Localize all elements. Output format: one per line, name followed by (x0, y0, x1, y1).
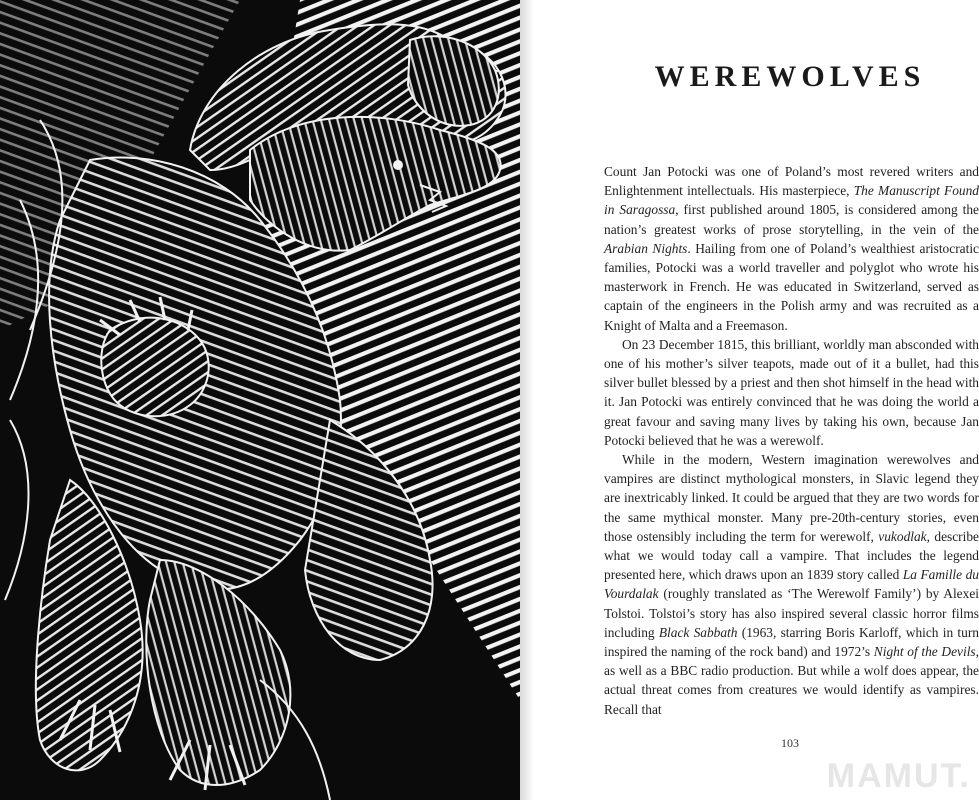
paragraph (604, 162, 979, 335)
italic-text: vukodlak (878, 528, 927, 544)
italic-text: The Manuscript Found in Saragossa (604, 183, 979, 218)
paragraph (604, 335, 979, 450)
text-run: (roughly translated as ‘The Werewolf Family’) by Alexei Tolstoi. Tolstoi’s story has also inspired several classic horror films including (604, 586, 979, 640)
text-run: While in the modern, Western imagination werewolves and vampires are distinct mythological monsters, in Slavic legend they are inextricably linked. It could be argued that they are two words for the same mythical monster. Many pre-20th-century stories, even those ostensibly including the term for werewolf, (604, 452, 979, 544)
text-page (540, 0, 979, 800)
text-run: Count Jan Potocki was one of Poland’s most revered writers and Enlightenment intellectuals. His masterpiece, (604, 164, 979, 199)
italic-text: Black Sabbath (658, 624, 738, 640)
paragraph (604, 450, 979, 719)
text-run: , first published around 1805, is considered among the nation’s greatest works of prose storytelling, in the vein of the (604, 202, 979, 237)
watermark: MAMUT. (826, 757, 971, 795)
chapter-title: WEREWOLVES (654, 60, 926, 93)
text-run: , describe what we would today call a vampire. That includes the legend presented here, which draws upon an 1839 story called (604, 528, 979, 583)
text-run: , as well as a BBC radio production. But while a wolf does appear, the actual threat comes from creatures we would identify as vampires. Recall that (604, 644, 979, 717)
page-gutter (520, 0, 540, 800)
chapter-body (604, 162, 979, 719)
text-run: On 23 December 1815, this brilliant, worldly man absconded with one of his mother’s silver teapots, made out of it a bullet, had this silver bullet blessed by a priest and then shot himself in the head with it. Jan Potocki was entirely convinced that he was doing the world a great favour and saving many lives by taking his own, because Jan Potocki believed that he was a werewolf. (604, 336, 979, 448)
text-run: . Hailing from one of Poland’s wealthiest aristocratic families, Potocki was a world traveller and polyglot who wrote his masterwork in French. He was educated in Switzerland, served as captain of the engineers in the Polish army and was recruited as a Knight of Malta and a Freemason. (604, 240, 979, 333)
italic-text: Night of the Devils (873, 644, 976, 660)
italic-text: La Famille du Vourdalak (604, 567, 979, 602)
page-number: 103 (781, 736, 799, 750)
italic-text: Arabian Nights (604, 240, 688, 256)
text-run: (1963, starring Boris Karloff, which in turn inspired the naming of the rock band) and 1972’s (604, 624, 979, 660)
